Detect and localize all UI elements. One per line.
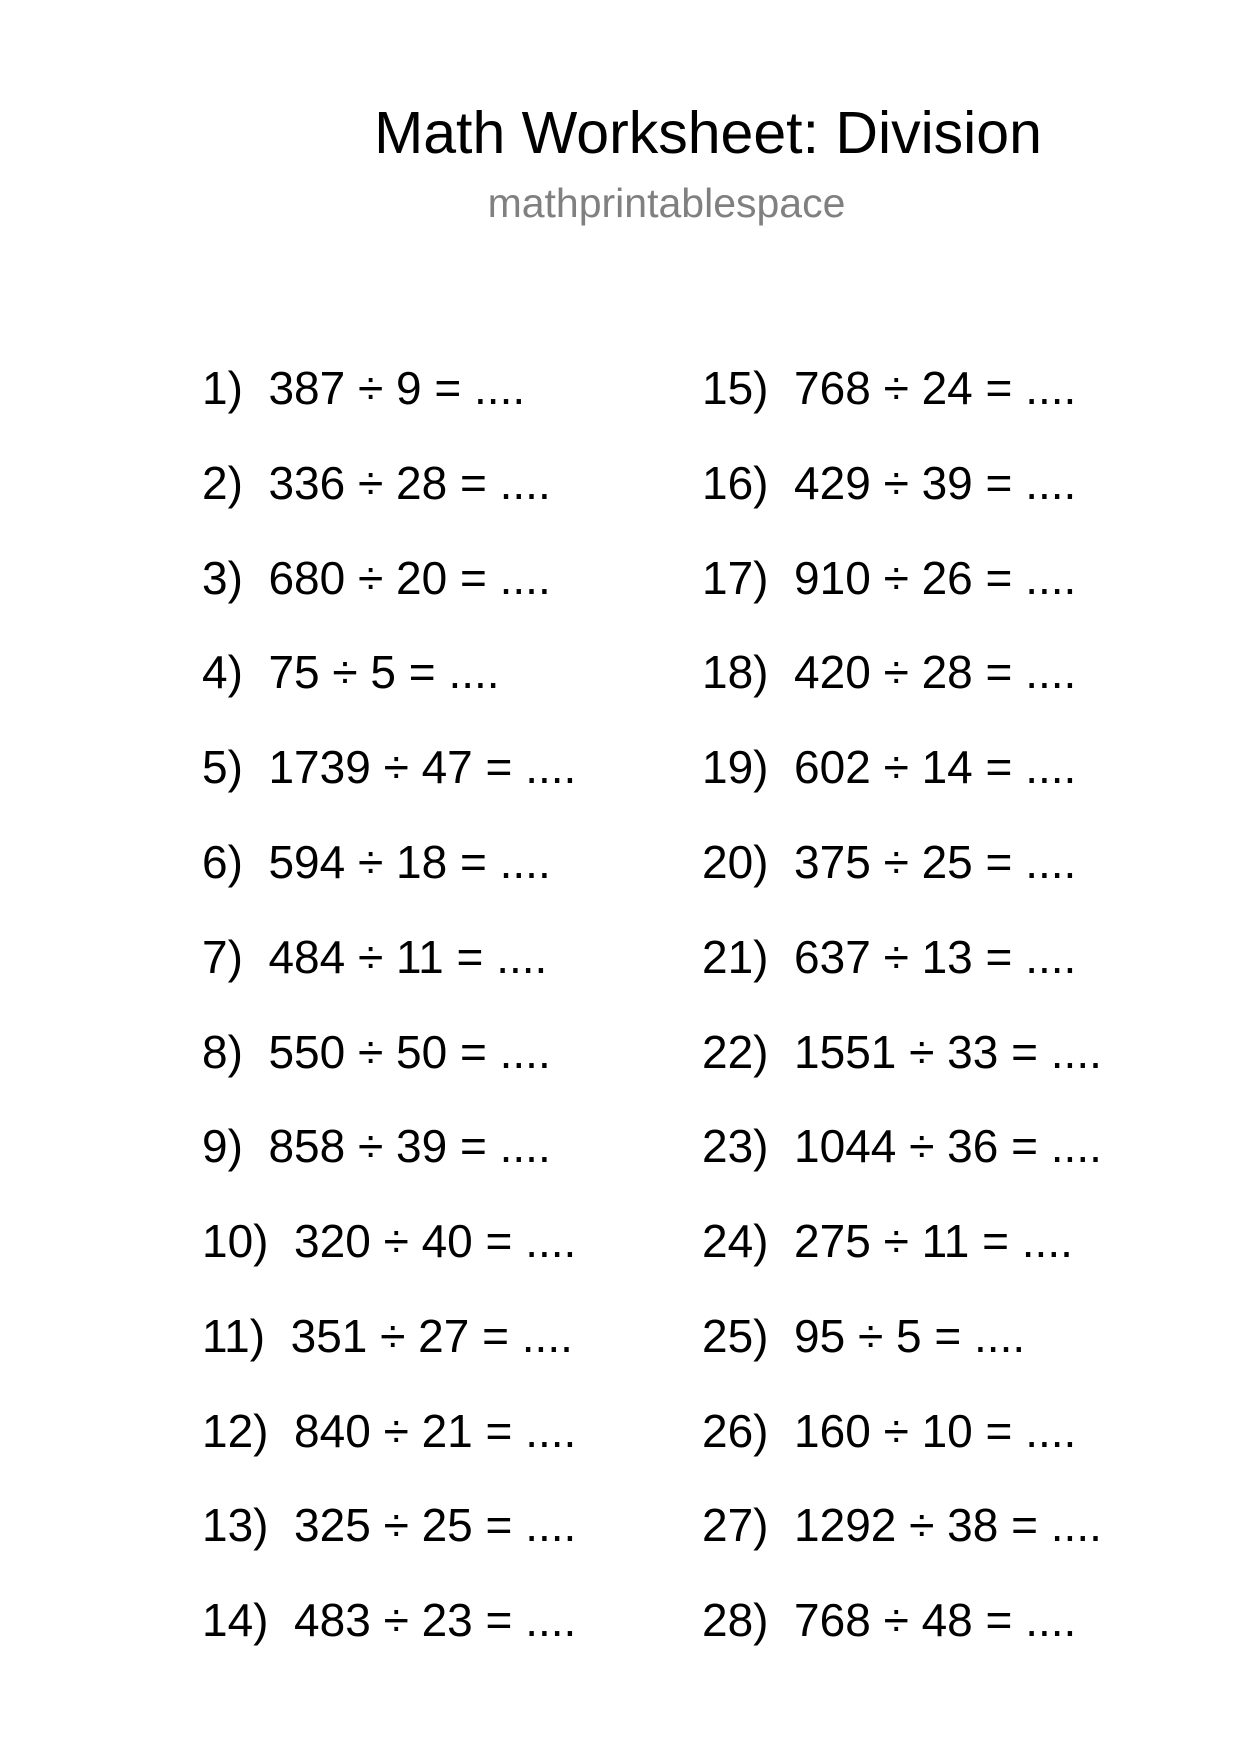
problem-26: 26) 160 ÷ 10 = ....	[702, 1405, 1077, 1457]
problem-5: 5) 1739 ÷ 47 = ....	[202, 741, 577, 793]
problem-7: 7) 484 ÷ 11 = ....	[202, 931, 548, 983]
problem-4: 4) 75 ÷ 5 = ....	[202, 646, 500, 698]
problem-14: 14) 483 ÷ 23 = ....	[202, 1594, 577, 1646]
problem-9: 9) 858 ÷ 39 = ....	[202, 1120, 551, 1172]
problem-17: 17) 910 ÷ 26 = ....	[702, 552, 1077, 604]
problem-10: 10) 320 ÷ 40 = ....	[202, 1215, 577, 1267]
worksheet-subtitle: mathprintablespace	[487, 180, 846, 226]
problem-8: 8) 550 ÷ 50 = ....	[202, 1026, 551, 1078]
problem-12: 12) 840 ÷ 21 = ....	[202, 1405, 577, 1457]
problem-22: 22) 1551 ÷ 33 = ....	[702, 1026, 1102, 1078]
problem-20: 20) 375 ÷ 25 = ....	[702, 836, 1077, 888]
problem-6: 6) 594 ÷ 18 = ....	[202, 836, 551, 888]
problem-2: 2) 336 ÷ 28 = ....	[202, 457, 551, 509]
problem-1: 1) 387 ÷ 9 = ....	[202, 362, 526, 414]
problem-28: 28) 768 ÷ 48 = ....	[702, 1594, 1077, 1646]
problem-13: 13) 325 ÷ 25 = ....	[202, 1499, 577, 1551]
problem-23: 23) 1044 ÷ 36 = ....	[702, 1120, 1102, 1172]
problem-15: 15) 768 ÷ 24 = ....	[702, 362, 1077, 414]
problem-11: 11) 351 ÷ 27 = ....	[202, 1310, 573, 1362]
problem-18: 18) 420 ÷ 28 = ....	[702, 646, 1077, 698]
problem-19: 19) 602 ÷ 14 = ....	[702, 741, 1077, 793]
problem-21: 21) 637 ÷ 13 = ....	[702, 931, 1077, 983]
problem-16: 16) 429 ÷ 39 = ....	[702, 457, 1077, 509]
problem-27: 27) 1292 ÷ 38 = ....	[702, 1499, 1102, 1551]
problem-3: 3) 680 ÷ 20 = ....	[202, 552, 551, 604]
problem-25: 25) 95 ÷ 5 = ....	[702, 1310, 1026, 1362]
problem-24: 24) 275 ÷ 11 = ....	[702, 1215, 1073, 1267]
worksheet-title: Math Worksheet: Division	[374, 100, 1042, 166]
